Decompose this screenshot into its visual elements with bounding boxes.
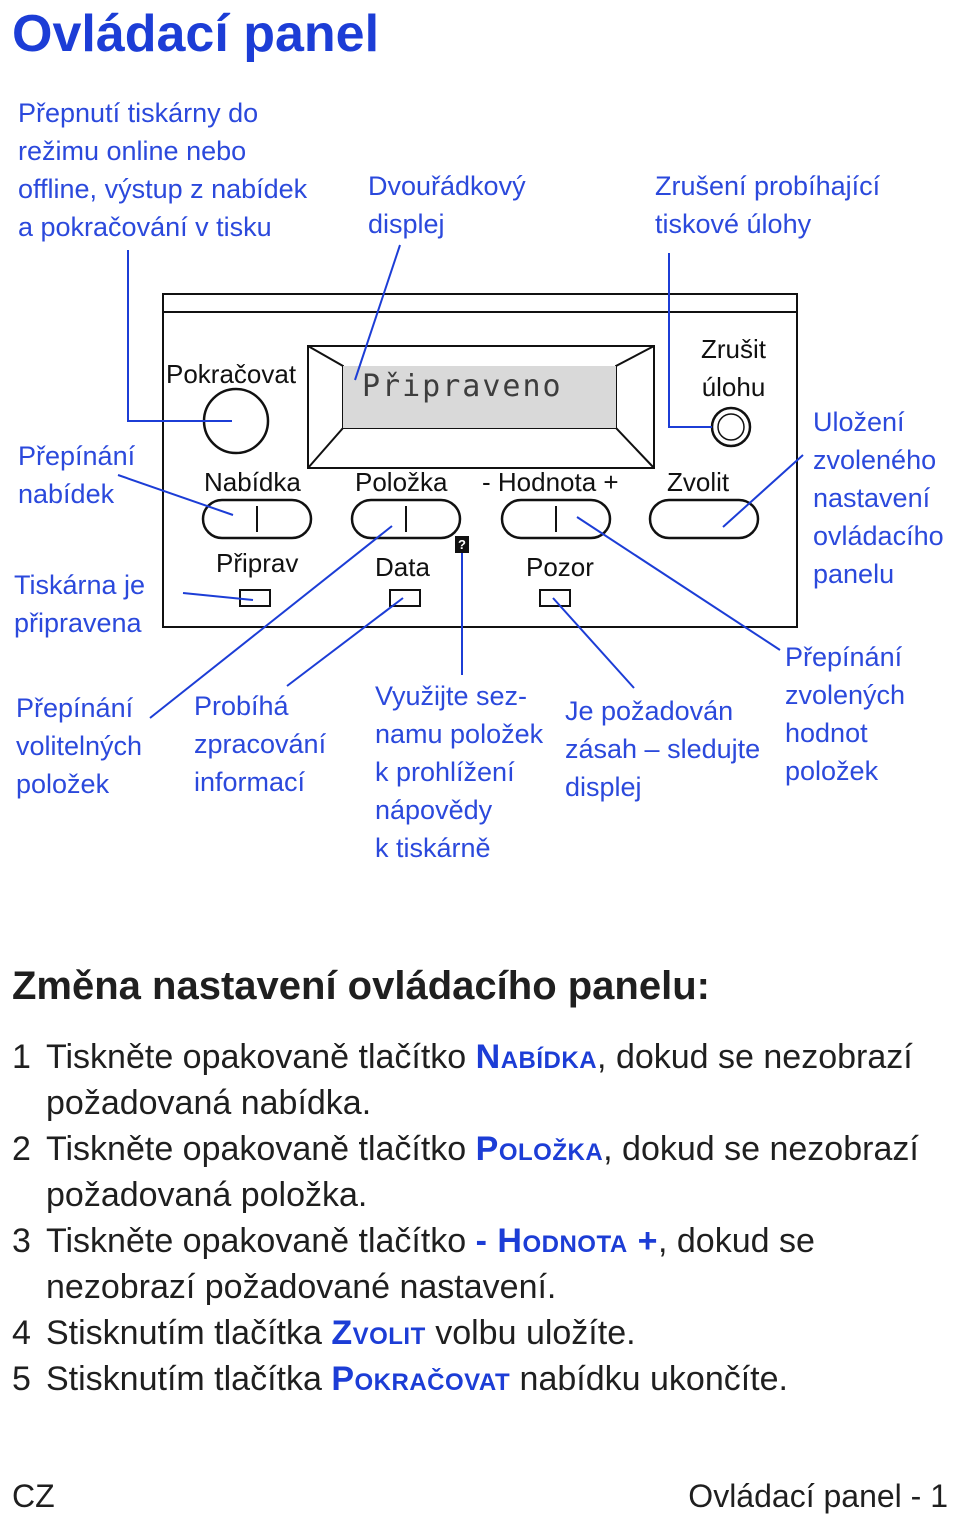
ready-led-label: Připrav	[216, 548, 299, 578]
footer-language: CZ	[12, 1478, 55, 1514]
instructions-title: Změna nastavení ovládacího panelu:	[12, 964, 710, 1008]
key-name: - Hodnota +	[475, 1222, 658, 1260]
callout-ready: Tiskárna je připravena	[14, 570, 146, 638]
help-icon	[455, 536, 469, 553]
step-text: Tiskněte opakovaně tlačítko	[46, 1130, 476, 1168]
item-button-label: Položka	[355, 467, 448, 497]
data-led-label: Data	[375, 552, 430, 582]
key-name: Nabídka	[475, 1038, 598, 1076]
step-text: volbu uložíte.	[425, 1314, 636, 1352]
callout-menus: Přepínání nabídek	[18, 441, 136, 509]
key-name: Zvolit	[331, 1314, 426, 1352]
callout-cancel-job: Zrušení probíhající tiskové úlohy	[655, 171, 881, 239]
callout-online-offline: Přepnutí tiskárny do režimu online nebo offline, výstup z nabídek a pokračování v tisku	[18, 98, 308, 242]
select-button-label: Zvolit	[667, 467, 730, 497]
attention-led	[540, 590, 570, 606]
cancel-job-label: Zrušit úlohu	[701, 334, 766, 402]
callout-attention: Je požadován zásah – sledujte displej	[565, 696, 761, 802]
cancel-job-button[interactable]	[712, 408, 750, 446]
step-2	[12, 1126, 952, 1218]
item-button[interactable]	[352, 500, 460, 538]
key-name: Pokračovat	[331, 1360, 511, 1398]
callout-help: Využijte sez- namu položek k prohlížení nápovědy k tiskárně	[375, 681, 544, 863]
step-text: , dokud se nezobrazí požadované nastavení.	[46, 1222, 815, 1306]
select-button[interactable]	[650, 500, 758, 538]
footer-page-label: Ovládací panel - 1	[688, 1478, 948, 1514]
step-text: , dokud se nezobrazí požadovaná nabídka.	[46, 1038, 913, 1122]
lcd-display-text: Připraveno	[362, 369, 563, 404]
step-text: Stisknutím tlačítka	[46, 1314, 332, 1352]
go-button-label: Pokračovat	[166, 359, 297, 389]
step-number: 2	[12, 1130, 31, 1168]
step-4	[12, 1310, 952, 1356]
step-number: 3	[12, 1222, 31, 1260]
callout-item-values: Přepínání zvolených hodnot položek	[785, 642, 906, 786]
ready-led	[240, 590, 270, 606]
step-text: , dokud se nezobrazí požadovaná položka.	[46, 1130, 919, 1214]
callout-processing: Probíhá zpracování informací	[194, 691, 327, 797]
menu-button-label: Nabídka	[204, 467, 301, 497]
step-5	[12, 1356, 952, 1402]
help-glyph: ?	[458, 537, 466, 552]
menu-button[interactable]	[203, 500, 311, 538]
callout-optional-items: Přepínání volitelných položek	[16, 693, 143, 799]
value-button-label: - Hodnota +	[482, 467, 619, 497]
attention-led-label: Pozor	[526, 552, 594, 582]
key-name: Položka	[475, 1130, 604, 1168]
step-1	[12, 1034, 952, 1126]
step-3	[12, 1218, 952, 1310]
callout-save-setting: Uložení zvoleného nastavení ovládacího panelu	[813, 407, 944, 589]
step-number: 1	[12, 1038, 31, 1076]
instructions-steps	[12, 1034, 952, 1402]
step-text: Tiskněte opakovaně tlačítko	[46, 1222, 476, 1260]
step-text: nabídku ukončíte.	[510, 1360, 788, 1398]
step-number: 5	[12, 1360, 31, 1398]
value-button[interactable]	[502, 500, 610, 538]
step-text: Stisknutím tlačítka	[46, 1360, 332, 1398]
page-title: Ovládací panel	[12, 5, 380, 63]
step-number: 4	[12, 1314, 31, 1352]
step-text: Tiskněte opakovaně tlačítko	[46, 1038, 476, 1076]
callout-display: Dvouřádkový displej	[368, 171, 526, 239]
